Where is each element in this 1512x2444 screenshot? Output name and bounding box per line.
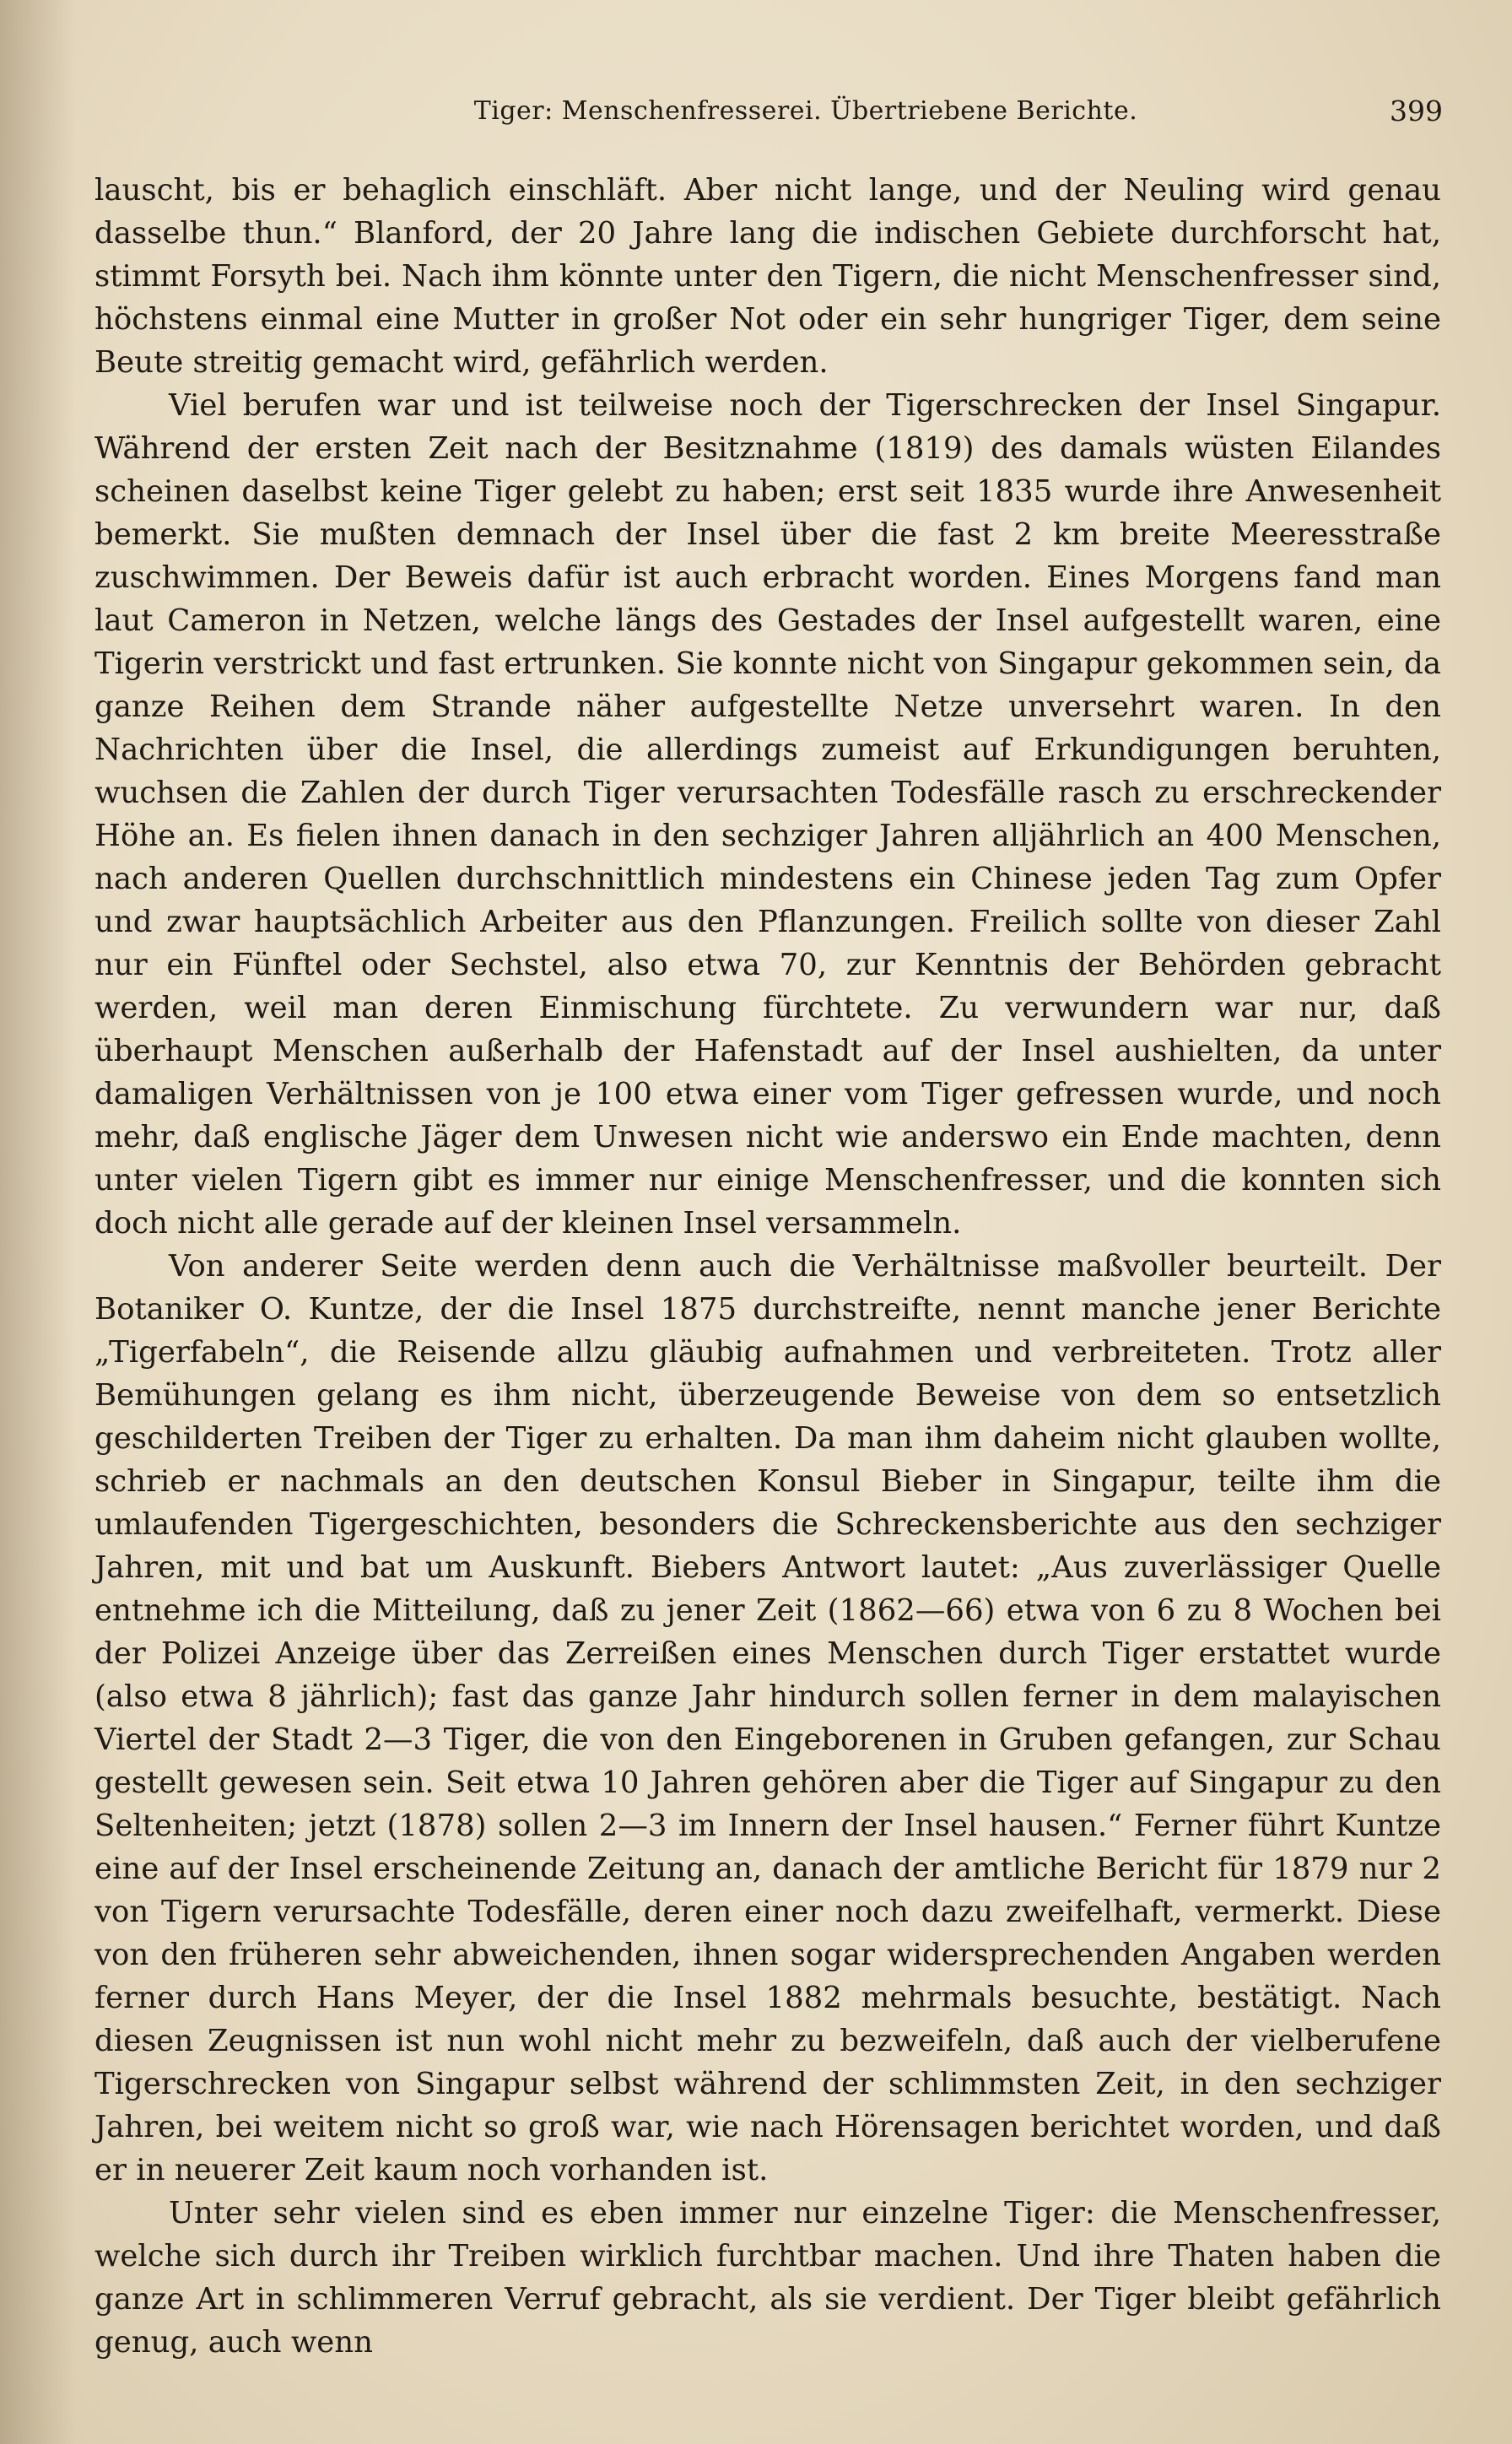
body-text — [94, 169, 1441, 2364]
paragraph-singapur-tigerschrecken: Viel berufen war und ist teilweise noch der Tigerschrecken der Insel Singapur. Während der ersten Zeit nach der Besitznahme (1819) des damals wüsten Eilandes scheinen daselbst keine Tiger gelebt zu haben; erst seit 1835 wurde ihre Anwesenheit bemerkt. Sie mußten demnach der Insel über die fast 2 km breite Meeresstraße zuschwimmen. Der Beweis dafür ist auch erbracht worden. Eines Morgens fand man laut Cameron in Netzen, welche längs des Gestades der Insel aufgestellt waren, eine Tigerin verstrickt und fast ertrunken. Sie konnte nicht von Singapur gekommen sein, da ganze Reihen dem Strande näher aufgestellte Netze unversehrt waren. In den Nachrichten über die Insel, die allerdings zumeist auf Erkundigungen beruhten, wuchsen die Zahlen der durch Tiger verursachten Todesfälle rasch zu erschreckender Höhe an. Es fielen ihnen danach in den sechziger Jahren alljährlich an 400 Menschen, nach anderen Quellen durchschnittlich mindestens ein Chinese jeden Tag zum Opfer und zwar hauptsächlich Arbeiter aus den Pflanzungen. Freilich sollte von dieser Zahl nur ein Fünftel oder Sechstel, also etwa 70, zur Kenntnis der Behörden gebracht werden, weil man deren Einmischung fürchtete. Zu verwundern war nur, daß überhaupt Menschen außerhalb der Hafenstadt auf der Insel aushielten, da unter damaligen Verhältnissen von je 100 etwa einer vom Tiger gefressen wurde, und noch mehr, daß englische Jäger dem Unwesen nicht wie anderswo ein Ende machten, denn unter vielen Tigern gibt es immer nur einige Menschenfresser, und die konnten sich doch nicht alle gerade auf der kleinen Insel versammeln. — [94, 388, 1441, 1241]
page-header — [169, 93, 1443, 135]
binding-gutter-shadow — [0, 0, 76, 2444]
page-number: 399 — [1390, 95, 1443, 127]
paragraph-continued: lauscht, bis er behaglich einschläft. Aber nicht lange, und der Neuling wird genau dasselbe thun.“ Blanford, der 20 Jahre lang die indischen Gebiete durchforscht hat, stimmt Forsyth bei. Nach ihm könnte unter den Tigern, die nicht Menschenfresser sind, höchstens einmal eine Mutter in großer Not oder ein sehr hungriger Tiger, dem seine Beute streitig gemacht wird, gefährlich werden. — [94, 173, 1441, 380]
paragraph-menschenfresser: Unter sehr vielen sind es eben immer nur einzelne Tiger: die Menschenfresser, welche sich durch ihr Treiben wirklich furchtbar machen. Und ihre Thaten haben die ganze Art in schlimmeren Verruf gebracht, als sie verdient. Der Tiger bleibt gefährlich genug, auch wenn — [94, 2196, 1441, 2360]
running-head: Tiger: Menschenfresserei. Übertriebene Berichte. — [473, 96, 1138, 126]
paragraph-kuntze-bieber: Von anderer Seite werden denn auch die Verhältnisse maßvoller beurteilt. Der Botaniker O. Kuntze, der die Insel 1875 durchstreifte, nennt manche jener Berichte „Tigerfabeln“, die Reisende allzu gläubig aufnahmen und verbreiteten. Trotz aller Bemühungen gelang es ihm nicht, überzeugende Beweise von dem so entsetzlich geschilderten Treiben der Tiger zu erhalten. Da man ihm daheim nicht glauben wollte, schrieb er nachmals an den deutschen Konsul Bieber in Singapur, teilte ihm die umlaufenden Tigergeschichten, besonders die Schreckensberichte aus den sechziger Jahren, mit und bat um Auskunft. Biebers Antwort lautet: „Aus zuverlässiger Quelle entnehme ich die Mitteilung, daß zu jener Zeit (1862—66) etwa von 6 zu 8 Wochen bei der Polizei Anzeige über das Zerreißen eines Menschen durch Tiger erstattet wurde (also etwa 8 jährlich); fast das ganze Jahr hindurch sollen ferner in dem malayischen Viertel der Stadt 2—3 Tiger, die von den Eingeborenen in Gruben gefangen, zur Schau gestellt gewesen sein. Seit etwa 10 Jahren gehören aber die Tiger auf Singapur zu den Seltenheiten; jetzt (1878) sollen 2—3 im Innern der Insel hausen.“ Ferner führt Kuntze eine auf der Insel erscheinende Zeitung an, danach der amtliche Bericht für 1879 nur 2 von Tigern verursachte Todesfälle, deren einer noch dazu zweifelhaft, vermerkt. Diese von den früheren sehr abweichenden, ihnen sogar widersprechenden Angaben werden ferner durch Hans Meyer, der die Insel 1882 mehrmals besuchte, bestätigt. Nach diesen Zeugnissen ist nun wohl nicht mehr zu bezweifeln, daß auch der vielberufene Tigerschrecken von Singapur selbst während der schlimmsten Zeit, in den sechziger Jahren, bei weitem nicht so groß war, wie nach Hörensagen berichtet worden, und daß er in neuerer Zeit kaum noch vorhanden ist. — [94, 1249, 1441, 2187]
